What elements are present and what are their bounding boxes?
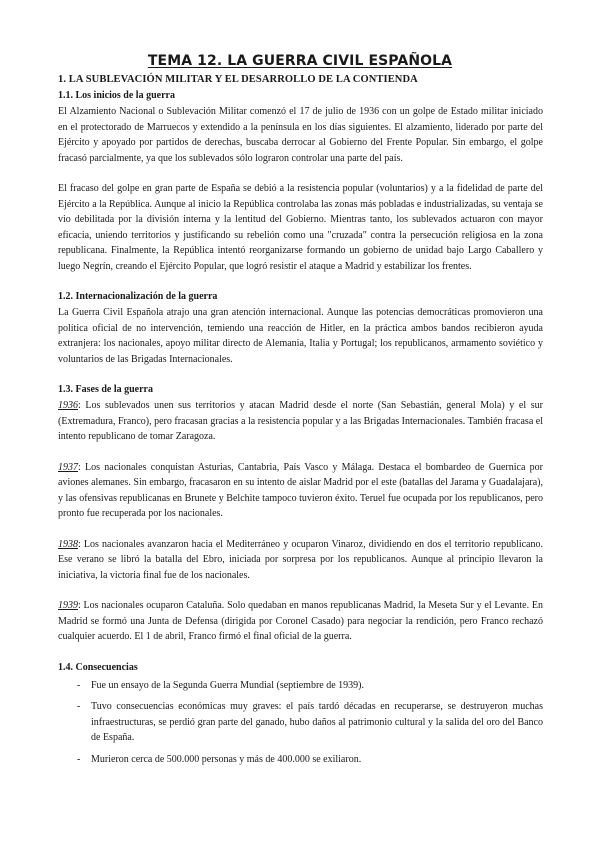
phase-1937 xyxy=(58,460,543,522)
paragraph: El Alzamiento Nacional o Sublevación Militar comenzó el 17 de julio de 1936 con un golpe de Estado militar iniciado en el protectorado de Marruecos y extendido a la península en los días siguientes. El alzamiento, liderado por parte del Ejército y apoyado por partidos de derechas, buscaba derrocar al Gobierno del Frente Popular. Sin embargo, el golpe fracasó parcialmente, ya que los sublevados sólo lograron controlar una parte del país. xyxy=(58,106,543,164)
paragraph: El fracaso del golpe en gran parte de España se debió a la resistencia popular (voluntarios) y a la fidelidad de parte del Ejército a la República. Aunque al inicio la República controlaba las zonas más pobladas e industrializadas, su ventaja se vio debilitada por la división interna y la lentitud del Gobierno. Mientras tanto, los sublevados actuaron con mayor eficacia, uniendo territorios y justificando su rebelión como una "cruzada" contra la persecución religiosa en la zona republicana. Finalmente, la República intentó reorganizarse formando un gobierno de unidad bajo Largo Caballero y luego Negrín, creando el Ejército Popular, que logró resistir el ataque a Madrid y estabilizar los frentes. xyxy=(58,183,543,272)
subsection-heading-fases: 1.3. Fases de la guerra xyxy=(58,384,153,395)
phase-text: : Los sublevados unen sus territorios y atacan Madrid desde el norte (San Sebastián, general Mola) y el sur (Extremadura, Franco), pero fracasan gracias a la resistencia popular y a las Brigadas Internacionales. También fracasa el intento republicano de tomar Zaragoza. xyxy=(58,400,543,442)
paragraph: La Guerra Civil Española atrajo una gran atención internacional. Aunque las potencias democráticas promovieron una política oficial de no intervención, temiendo una reacción de Hitler, en la práctica ambos bandos recibieron ayuda extranjera: los nacionales, apoyo militar directo de Alemania, Italia y Portugal; los republicanos, armamento soviético y voluntarios de las Brigadas Internacionales. xyxy=(58,307,543,365)
phase-text: : Los nacionales ocuparon Cataluña. Solo quedaban en manos republicanas Madrid, la Meseta Sur y el Levante. En Madrid se formó una Junta de Defensa (dirigida por Coronel Casado) para negociar la rendición, pero Franco rechazó cualquier acuerdo. El 1 de abril, Franco firmó el final oficial de la guerra. xyxy=(58,600,543,642)
phase-1936 xyxy=(58,398,543,445)
consequences-list xyxy=(58,678,543,768)
subsection-heading-inicios: 1.1. Los inicios de la guerra xyxy=(58,90,175,101)
subsection-heading-internacionalizacion: 1.2. Internacionalización de la guerra xyxy=(58,291,218,302)
subsection-heading-consecuencias: 1.4. Consecuencias xyxy=(58,661,138,673)
phase-1938 xyxy=(58,537,543,584)
list-item: - Murieron cerca de 500.000 personas y más de 400.000 se exiliaron. xyxy=(58,752,543,768)
phase-text: : Los nacionales conquistan Asturias, Cantabria, País Vasco y Málaga. Destaca el bombardeo de Guernica por aviones alemanes. Sin embargo, fracasaron en su intento de aislar Madrid por el este (batallas del Jarama y Guadalajara), y las ofensivas republicanas en Brunete y Belchite tampoco tuvieron éxito. Teruel fue ocupada por los republicanos, pero pronto fue recuperada por los nacionales. xyxy=(58,461,543,519)
phase-1939 xyxy=(58,598,543,645)
year-label: 1938 xyxy=(58,538,78,550)
document-title: TEMA 12. LA GUERRA CIVIL ESPAÑOLA xyxy=(147,53,453,69)
year-label: 1936 xyxy=(58,400,78,411)
phase-text: : Los nacionales avanzaron hacia el Mediterráneo y ocuparon Vinaroz, dividiendo en dos el territorio republicano. Ese verano se libró la batalla del Ebro, iniciada por sorpresa por los republicanos. Aunque al principio llevaron la iniciativa, la victoria final fue de los nacionales. xyxy=(58,538,543,581)
list-item: - Fue un ensayo de la Segunda Guerra Mundial (septiembre de 1939). xyxy=(58,678,543,694)
year-label: 1937 xyxy=(58,461,78,473)
document-body xyxy=(58,72,543,773)
section-heading: 1. LA SUBLEVACIÓN MILITAR Y EL DESARROLLO DE LA CONTIENDA xyxy=(58,74,418,85)
year-label: 1939 xyxy=(58,600,78,611)
list-item: - Tuvo consecuencias económicas muy graves: el país tardó décadas en recuperarse, se destruyeron muchas infraestructuras, se perdió gran parte del ganado, hubo daños al patrimonio cultural y la salida del oro del Banco de España. xyxy=(58,699,543,746)
